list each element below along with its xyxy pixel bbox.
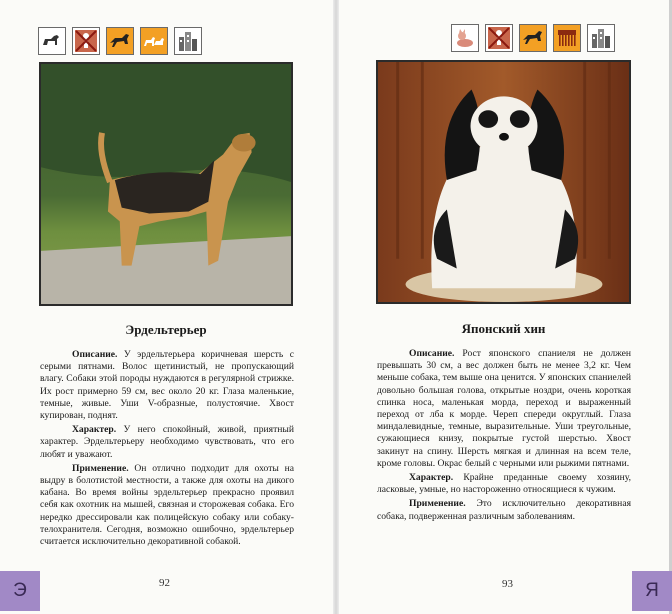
left-description-paragraph: [40, 349, 294, 422]
paragraph-text: У эрдельтерьера коричневая шерсть с серыми пятнами. Волос щетинистый, не пропускающий влагу. Собаки этой породы нуждаются в регулярной стрижке. Их рост примерно 59 см, вес около 20 кг. Глаза маленькие, темные, живые. Уши V-образные, полустоячие. Хвост купирован, поднят.: [40, 349, 294, 422]
right-page-number: 93: [502, 578, 513, 590]
left-page-number: 92: [159, 577, 170, 589]
left-character-paragraph: [40, 424, 294, 461]
dog-group-icon: [140, 27, 168, 55]
city-buildings-icon: [174, 27, 202, 55]
paragraph-text: У него спокойный, живой, приятный характер. Эрдельтерьеру необходимо чувствовать, что его любят и уважают.: [40, 424, 294, 460]
hunting-dog-icon: [106, 27, 134, 55]
left-usage-paragraph: [40, 463, 294, 548]
right-page-text: [377, 348, 631, 525]
paragraph-label: Описание.: [72, 349, 118, 360]
no-kids-icon: [485, 24, 513, 52]
right-character-paragraph: [377, 472, 631, 496]
city-buildings-icon: [587, 24, 615, 52]
right-description-paragraph: [377, 348, 631, 470]
paragraph-label: Применение.: [72, 462, 129, 474]
left-icon-row: [38, 27, 202, 55]
japanese-chin-photo: [376, 60, 631, 304]
comb-icon: [553, 24, 581, 52]
left-page-text: [40, 349, 294, 550]
paragraph-text: Рост японского спаниеля не должен превышать 30 см, а вес должен быть не менее 3,2 кг. Чем меньше собака, тем выше она ценится. У японских спаниелей довольно большая голова, открытые ноздри, очень короткая спинка носа, маленькая морда, переход и выраженный переход от лба к морде. Череп спереди округлый. Глаза миндалевидные, темные, выразительные. Уши треугольные, сужающиеся книзу, покрытые густой шерстью. Хвост закинут на спину. Шерсть мягкая и длинная на всем теле, кроме головы. Окрас белый с черными или рыжими пятнами.: [377, 348, 631, 469]
paragraph-text: Это исключительно декоративная собака, подверженная различным заболеваниям.: [377, 498, 631, 522]
cat-icon: [451, 24, 479, 52]
alphabet-tab-left: Э: [0, 571, 40, 611]
right-usage-paragraph: [377, 498, 631, 522]
paragraph-label: Применение.: [409, 498, 466, 510]
airedale-terrier-photo: [39, 62, 293, 306]
left-page-title: Эрдельтерьер: [125, 322, 207, 337]
hunting-dog-icon: [519, 24, 547, 52]
paragraph-text: Он отлично подходит для охоты на выдру в болотистой местности, а также для охоты на дикого кабана. Во время войны эрдельтерьер прекрасно проявил себя как охотник на мышей, связная и сторожевая собака. Его нередко дрессировали как полицейскую собаку или собаку-телохранителя. Сегодня, возможно ошибочно, эрдельтерьер считается исключительно декоративной собакой.: [40, 462, 294, 548]
paragraph-label: Характер.: [409, 472, 454, 484]
book-gutter: [333, 0, 339, 614]
paragraph-label: Характер.: [72, 424, 117, 436]
dog-standing-icon: [38, 27, 66, 55]
alphabet-tab-right: Я: [632, 571, 672, 611]
right-icon-row: [451, 24, 615, 52]
paragraph-label: Описание.: [409, 348, 455, 359]
paragraph-text: Крайне преданные своему хозяину, ласковые, умные, но настороженно относящиеся к чужим.: [377, 472, 631, 496]
no-kids-icon: [72, 27, 100, 55]
right-page-title: Японский хин: [461, 321, 546, 336]
